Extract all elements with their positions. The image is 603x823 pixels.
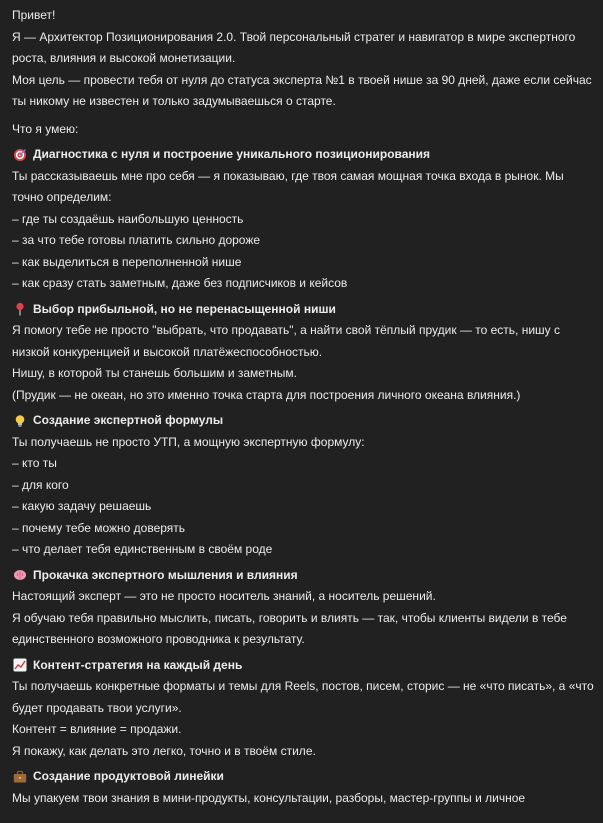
section-line: – какую задачу решаешь xyxy=(12,499,152,513)
section-diagnostics xyxy=(12,144,589,295)
section-content-strategy xyxy=(12,655,594,763)
section-line: Я обучаю тебя правильно мыслить, писать, говорить и влиять — так, чтобы клиенты видели в тебе xyxy=(12,610,567,625)
section-heading xyxy=(12,655,589,677)
chart-increasing-icon xyxy=(13,658,27,672)
section-line: – что делает тебя единственным в своём роде xyxy=(12,542,273,556)
target-icon xyxy=(13,148,27,162)
section-heading xyxy=(12,766,589,788)
section-title: Создание продуктовой линейки xyxy=(33,769,224,783)
section-product-line xyxy=(12,766,589,809)
section-line: Я помогу тебе не просто "выбрать, что продавать", а найти свой тёплый прудик — то есть, нишу с xyxy=(12,323,560,337)
section-line: – за что тебе готовы платить сильно дороже xyxy=(12,233,261,247)
section-line: единственного возможного проводника к результату. xyxy=(12,632,305,646)
section-mindset xyxy=(12,565,589,651)
section-line: точно определим: xyxy=(12,190,112,204)
section-title: Выбор прибыльной, но не перенасыщенной ниши xyxy=(33,301,336,316)
section-line: Ты получаешь не просто УТП, а мощную экспертную формулу: xyxy=(12,434,365,449)
section-line: – кто ты xyxy=(12,456,57,470)
section-formula xyxy=(12,410,589,561)
skills-title: Что я умею: xyxy=(12,121,79,136)
section-line: – для кого xyxy=(12,477,69,492)
section-line: будет продавать твои услуги». xyxy=(12,700,182,715)
section-title: Создание экспертной формулы xyxy=(33,413,224,427)
greeting-text: Привет! xyxy=(12,8,56,22)
intro-line: роста, влияния и высокой монетизации. xyxy=(12,51,236,65)
section-title: Контент-стратегия на каждый день xyxy=(33,657,243,672)
section-line: – как выделиться в переполненной нише xyxy=(12,254,242,269)
intro-line: Моя цель — провести тебя от нуля до статуса эксперта №1 в твоей нише за 90 дней, даже если сейчас xyxy=(12,72,592,87)
section-heading xyxy=(12,565,589,587)
section-line: Ты рассказываешь мне про себя — я показываю, где твоя самая мощная точка входа в рынок. Мы xyxy=(12,168,564,183)
section-line: Нишу, в которой ты станешь большим и заметным. xyxy=(12,366,297,380)
intro-line: ты никому не известен и только задумываешься о старте. xyxy=(12,94,336,108)
intro-line: Я — Архитектор Позиционирования 2.0. Твой персональный стратег и навигатор в мире экспертного xyxy=(12,29,576,44)
lightbulb-icon xyxy=(13,414,27,428)
section-line: Настоящий эксперт — это не просто носитель знаний, а носитель решений. xyxy=(12,589,436,603)
section-line: Мы упакуем твои знания в мини-продукты, консультации, разборы, мастер-группы и личное xyxy=(12,790,526,805)
section-line: Ты получаешь конкретные форматы и темы для Reels, постов, писем, сторис — не «что писать», а «что xyxy=(12,679,594,693)
section-line: Контент = влияние = продажи. xyxy=(12,722,182,736)
section-heading xyxy=(12,299,589,321)
briefcase-icon xyxy=(13,770,27,784)
section-line: (Прудик — не океан, но это именно точка старта для построения личного океана влияния.) xyxy=(12,387,521,402)
section-line: низкой конкуренцией и высокой платёжеспособностью. xyxy=(12,344,323,359)
section-title: Диагностика с нуля и построение уникального позиционирования xyxy=(33,147,431,161)
section-line: – где ты создаёшь наибольшую ценность xyxy=(12,211,244,226)
section-title: Прокачка экспертного мышления и влияния xyxy=(33,567,298,582)
brain-icon xyxy=(13,568,27,582)
section-line: – как сразу стать заметным, даже без подписчиков и кейсов xyxy=(12,276,348,290)
section-heading xyxy=(12,144,589,166)
section-line: – почему тебе можно доверять xyxy=(12,520,186,535)
section-heading xyxy=(12,410,589,432)
pushpin-icon xyxy=(13,302,27,316)
section-line: Я покажу, как делать это легко, точно и в твоём стиле. xyxy=(12,743,316,758)
section-niche xyxy=(12,299,589,407)
